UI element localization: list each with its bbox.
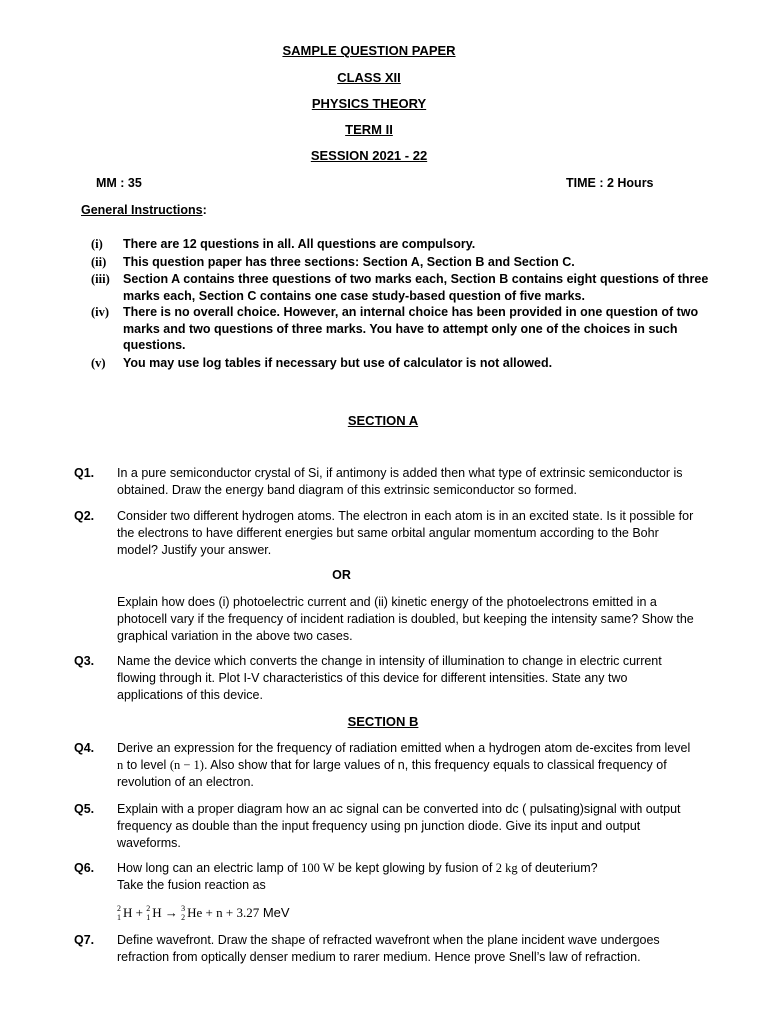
atomic-number: 2 — [181, 913, 186, 923]
instruction-text: There is no overall choice. However, an internal choice has been provided in one question of two marks and two questions of three marks. You have to attempt only one of the choices in such questions. — [123, 305, 699, 352]
instruction-text: This question paper has three sections: Section A, Section B and Section C. — [123, 255, 575, 269]
question-number: Q2. — [74, 509, 95, 523]
nuclide-label-he — [181, 905, 187, 923]
question-number: Q4. — [74, 741, 95, 755]
question-text: Explain how does (i) photoelectric current and (ii) kinetic energy of the photoelectrons emitted in a photocell vary if the frequency of incident radiation is doubled, but keeping the intensity same? Show the graphical variation in the above two cases. — [117, 595, 694, 643]
question-q7 — [74, 932, 694, 966]
instruction-text: There are 12 questions in all. All questions are compulsory. — [123, 237, 476, 251]
time-allowed: TIME : 2 Hours — [566, 176, 654, 190]
text-run: be kept glowing by fusion of — [334, 861, 496, 875]
text-run: to level — [123, 757, 170, 772]
question-text: Define wavefront. Draw the shape of refracted wavefront when the plane incident wave undergoes refraction from optically denser medium to rarer medium. Hence prove Snell’s law of refraction. — [117, 933, 660, 964]
section-b-heading: SECTION B — [347, 714, 419, 729]
instruction-number: (i) — [91, 237, 103, 251]
atomic-number: 1 — [146, 913, 151, 923]
text-run: of deuterium? — [517, 861, 598, 875]
question-text — [117, 740, 694, 790]
question-number: Q6. — [74, 861, 95, 875]
question-text-line2: Take the fusion reaction as — [117, 877, 266, 892]
atomic-number: 1 — [117, 913, 121, 923]
instruction-number: (iv) — [91, 305, 110, 319]
equation-rest: + n + 3.27 — [202, 905, 260, 920]
question-number: Q3. — [74, 654, 95, 668]
question-number: Q1. — [74, 466, 95, 480]
arrow-symbol: → — [161, 905, 182, 920]
energy-unit: MeV — [259, 905, 290, 920]
question-q2-alternative — [74, 594, 694, 644]
instruction-item — [91, 254, 711, 271]
instruction-text: Section A contains three questions of two marks each, Section B contains eight questions of three marks each, Section C contains one case study-based question of five marks. — [123, 272, 709, 303]
question-q5 — [74, 801, 694, 851]
instruction-number: (v) — [91, 356, 106, 370]
text-run: How long can an electric lamp of — [117, 861, 302, 875]
instruction-item — [91, 355, 711, 372]
question-text — [117, 860, 694, 877]
fusion-equation — [117, 903, 290, 923]
question-text: Explain with a proper diagram how an ac signal can be converted into dc ( pulsating)signal with output frequency as double than the input frequency using pn junction diode. Give its input and output waveforms. — [117, 802, 681, 850]
question-text: In a pure semiconductor crystal of Si, if antimony is added then what type of extrinsic semiconductor is obtained. Draw the energy band diagram of this extrinsic semiconductor so formed. — [117, 466, 683, 497]
math-n-minus-1: (n − 1) — [169, 757, 204, 772]
hydrogen-symbol: H — [123, 905, 133, 920]
question-q2 — [74, 508, 694, 558]
plus-sign: + — [132, 905, 147, 920]
instruction-number: (ii) — [91, 255, 107, 269]
max-marks: MM : 35 — [96, 176, 142, 190]
class-heading: CLASS XII — [337, 70, 401, 85]
or-divider: OR — [332, 568, 351, 582]
instruction-item — [91, 304, 711, 354]
question-q4 — [74, 740, 694, 790]
question-text: Name the device which converts the change in intensity of illumination to change in electric current flowing through it. Plot I-V characteristics of this device for different intensities. State any two applications of this device. — [117, 654, 662, 702]
instructions-heading — [81, 203, 207, 217]
instructions-title: General Instructions — [81, 203, 203, 217]
section-a-heading: SECTION A — [347, 413, 419, 428]
session-heading: SESSION 2021 - 22 — [310, 148, 428, 163]
nuclide-label-h2 — [146, 905, 152, 923]
instruction-number: (iii) — [91, 272, 110, 286]
mass-number: 2 — [117, 904, 121, 914]
math-mass: 2 kg — [495, 861, 518, 875]
term-heading: TERM II — [345, 122, 393, 137]
hydrogen-symbol: H — [152, 905, 162, 920]
instruction-text: You may use log tables if necessary but use of calculator is not allowed. — [123, 356, 553, 370]
mass-number: 2 — [146, 904, 151, 914]
question-q6 — [74, 860, 694, 894]
instruction-item — [91, 236, 711, 253]
helium-symbol: He — [187, 905, 203, 920]
subject-heading: PHYSICS THEORY — [311, 96, 427, 111]
paper-title: SAMPLE QUESTION PAPER — [282, 43, 456, 58]
question-q3 — [74, 653, 694, 703]
math-power: 100 W — [301, 861, 335, 875]
question-text: Consider two different hydrogen atoms. The electron in each atom is in an excited state. Is it possible for the electrons to have different energies but same orbital angular momentum according to the Bohr model? Justify your answer. — [117, 509, 694, 557]
text-run: Derive an expression for the frequency of radiation emitted when a hydrogen atom de-excites from level — [117, 741, 691, 755]
text-run: . Also show that for large values of n, this frequency equals to classical frequency of revolution of an electron. — [117, 757, 667, 789]
instruction-item — [91, 271, 711, 304]
question-number: Q7. — [74, 933, 95, 947]
question-q1 — [74, 465, 694, 499]
instructions-colon: : — [202, 203, 207, 217]
question-number: Q5. — [74, 802, 95, 816]
nuclide-label-h1 — [117, 905, 123, 923]
mass-number: 3 — [181, 904, 186, 914]
math-n: n — [117, 757, 124, 772]
